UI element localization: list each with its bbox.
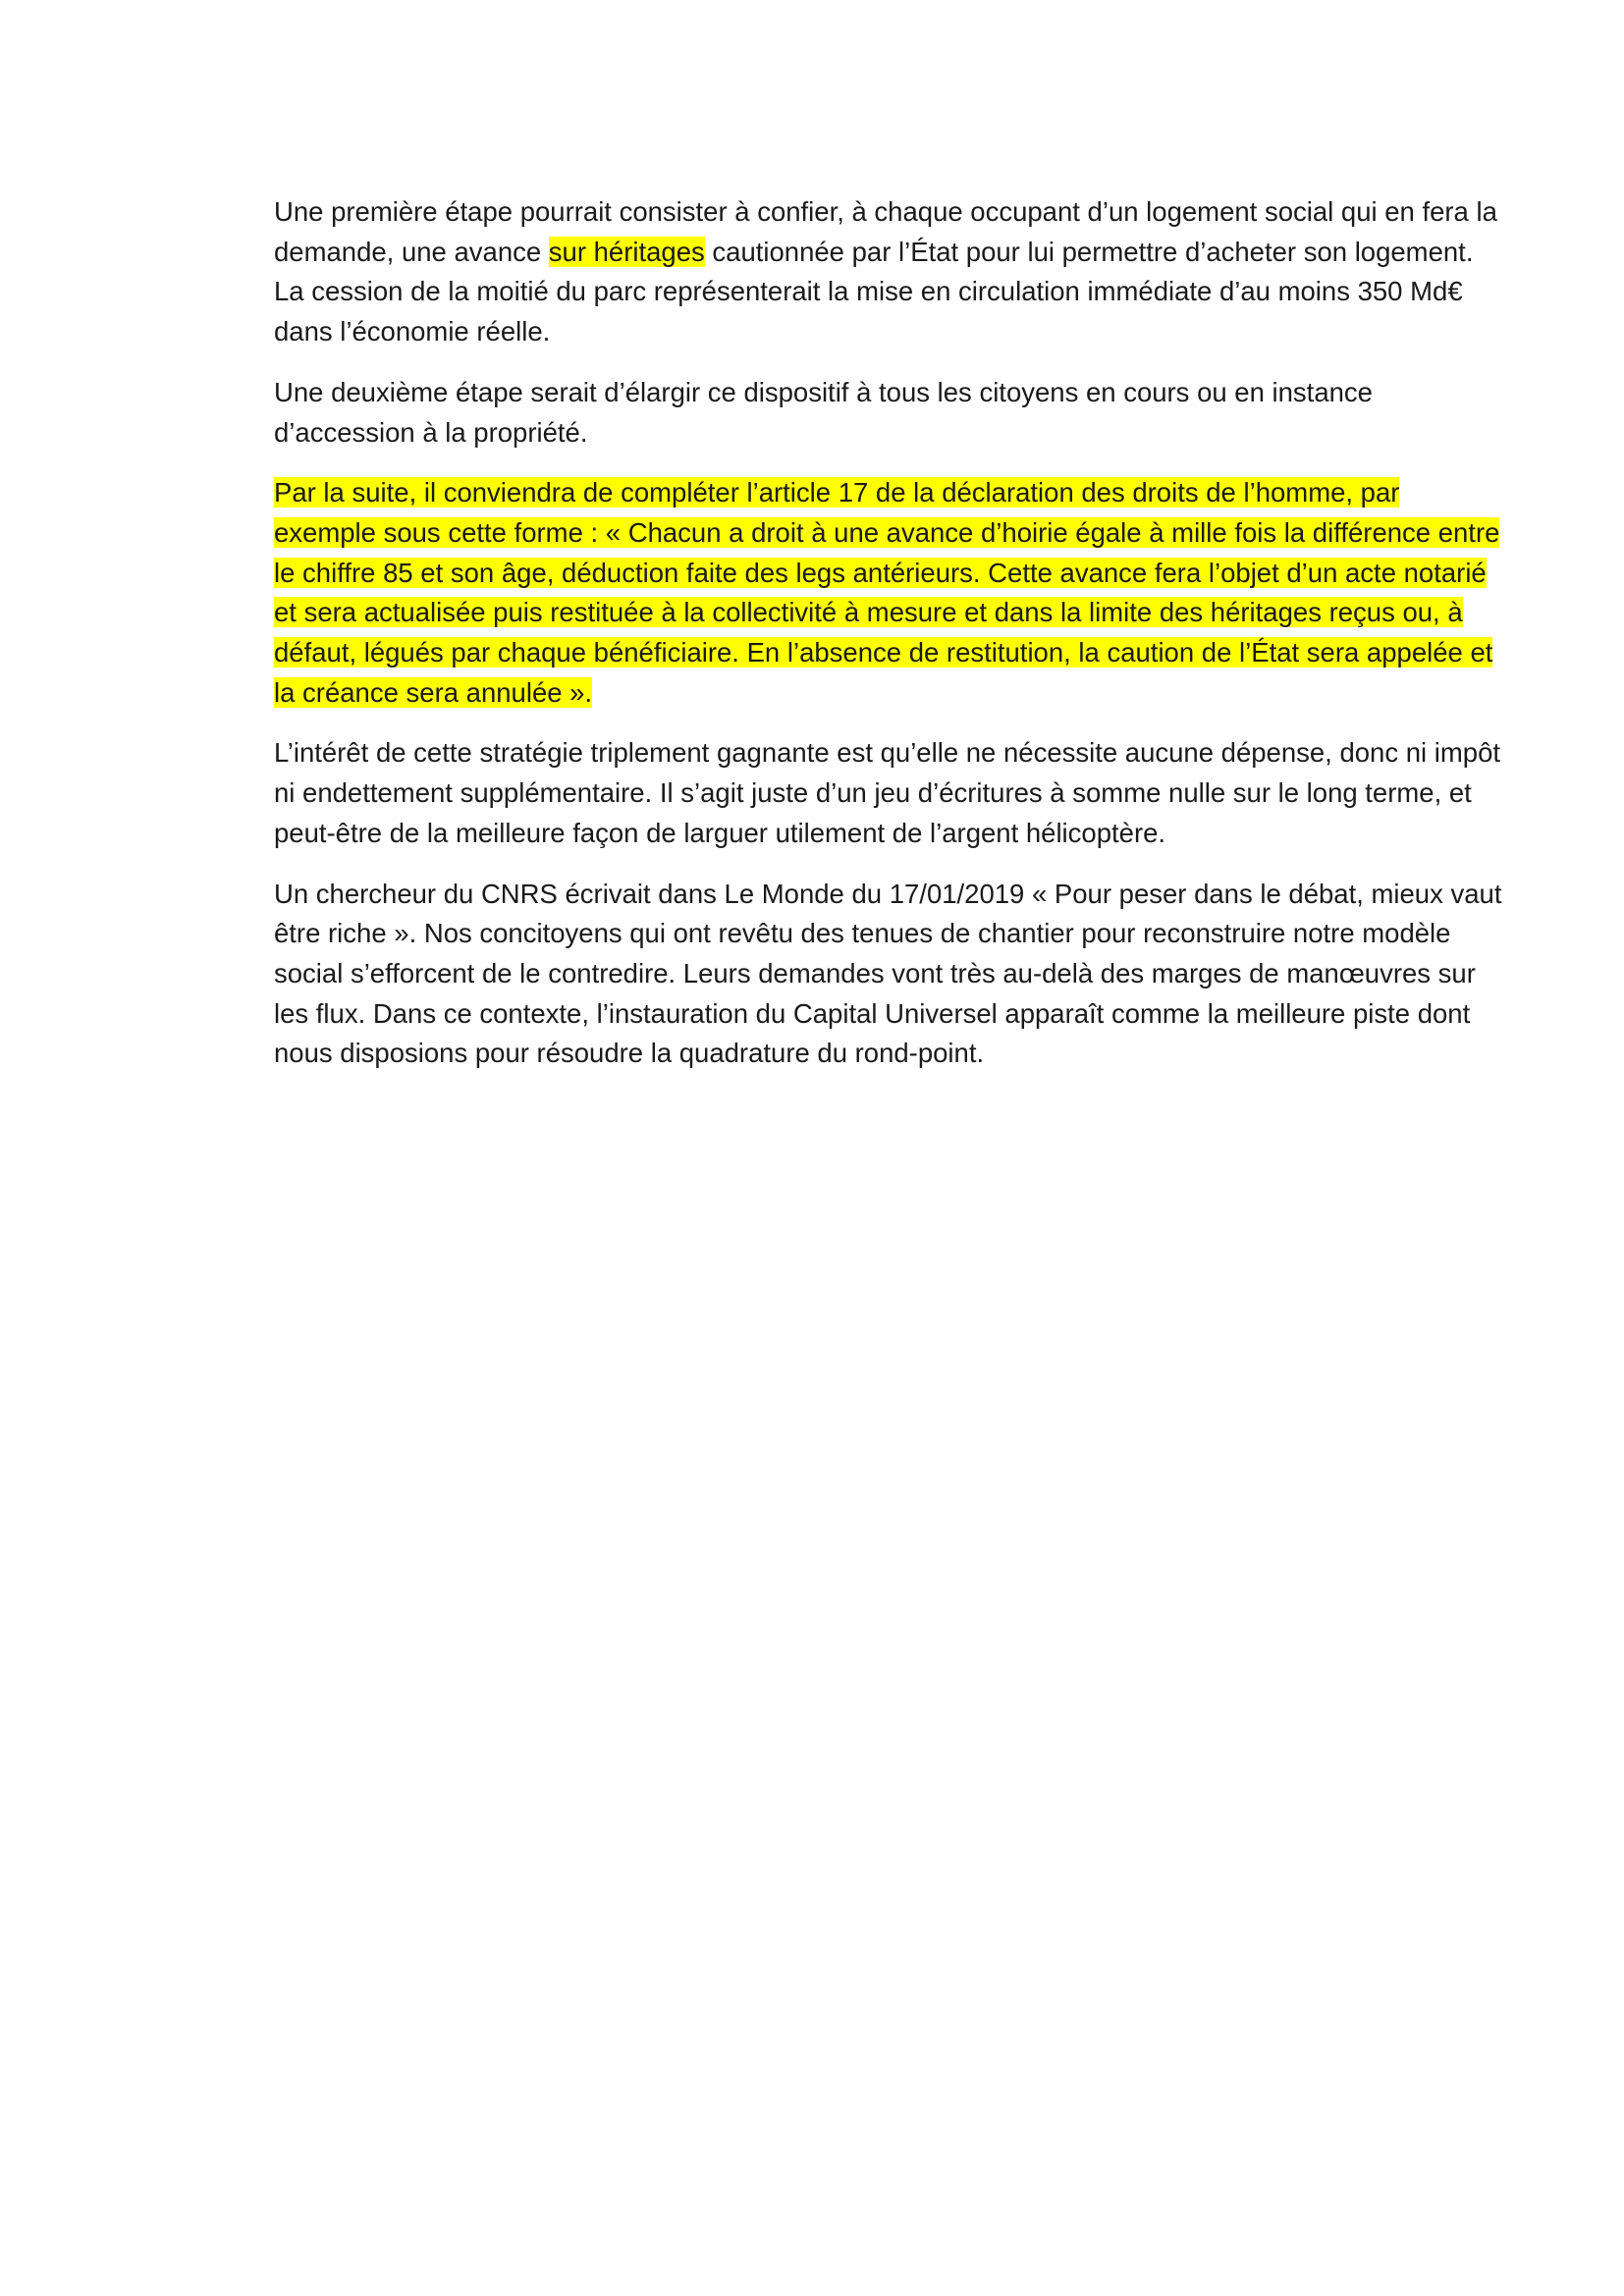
document-body [274, 192, 1503, 1095]
paragraph-text: Une première étape pourrait consister à confier, à chaque occupant d’un logement social qui en fera la demande, une avance [274, 196, 1497, 267]
paragraph-article-17 [274, 473, 1503, 713]
paragraph-text: Un chercheur du CNRS écrivait dans Le Monde du 17/01/2019 « Pour peser dans le débat, mieux vaut être riche ». Nos concitoyens qui ont revêtu des tenues de chantier pour reconstruire notre modèle social s’efforcent de le contredire. Leurs demandes vont très au-delà des marges de manœuvres sur les flux. Dans ce contexte, l’instauration du Capital Universel apparaît comme la meilleure piste dont nous disposions pour résoudre la quadrature du rond-point. [274, 878, 1502, 1069]
paragraph-text: L’intérêt de cette stratégie triplement gagnante est qu’elle ne nécessite aucune dépense, donc ni impôt ni endettement supplémentaire. Il s’agit juste d’un jeu d’écritures à somme nulle sur le long terme, et peut-être de la meilleure façon de larguer utilement de l’argent hélicoptère. [274, 737, 1501, 848]
paragraph-text: cautionnée par l’État pour lui permettre d’acheter son logement. La cession de la moitié du parc représenterait la mise en circulation immédiate d’au moins 350 Md€ dans l’économie réelle. [274, 236, 1474, 347]
paragraph-conclusion [274, 875, 1503, 1075]
paragraph-text: Une deuxième étape serait d’élargir ce dispositif à tous les citoyens en cours ou en instance d’accession à la propriété. [274, 376, 1373, 448]
highlighted-text: Par la suite, il conviendra de compléter l’article 17 de la déclaration des droits de l’homme, par exemple sous cette forme : « Chacun a droit à une avance d’hoirie égale à mille fois la différence entre le chiffre 85 et son âge, déduction faite des legs antérieurs. Cette avance fera l’objet d’un acte notarié et sera actualisée puis restituée à la collectivité à mesure et dans la limite des héritages reçus ou, à défaut, légués par chaque bénéficiaire. En l’absence de restitution, la caution de l’État sera appelée et la créance sera annulée ». [274, 477, 1500, 708]
paragraph-second-step [274, 373, 1503, 453]
highlighted-text: sur héritages [548, 236, 705, 267]
paragraph-first-step [274, 192, 1503, 352]
paragraph-strategy [274, 733, 1503, 853]
